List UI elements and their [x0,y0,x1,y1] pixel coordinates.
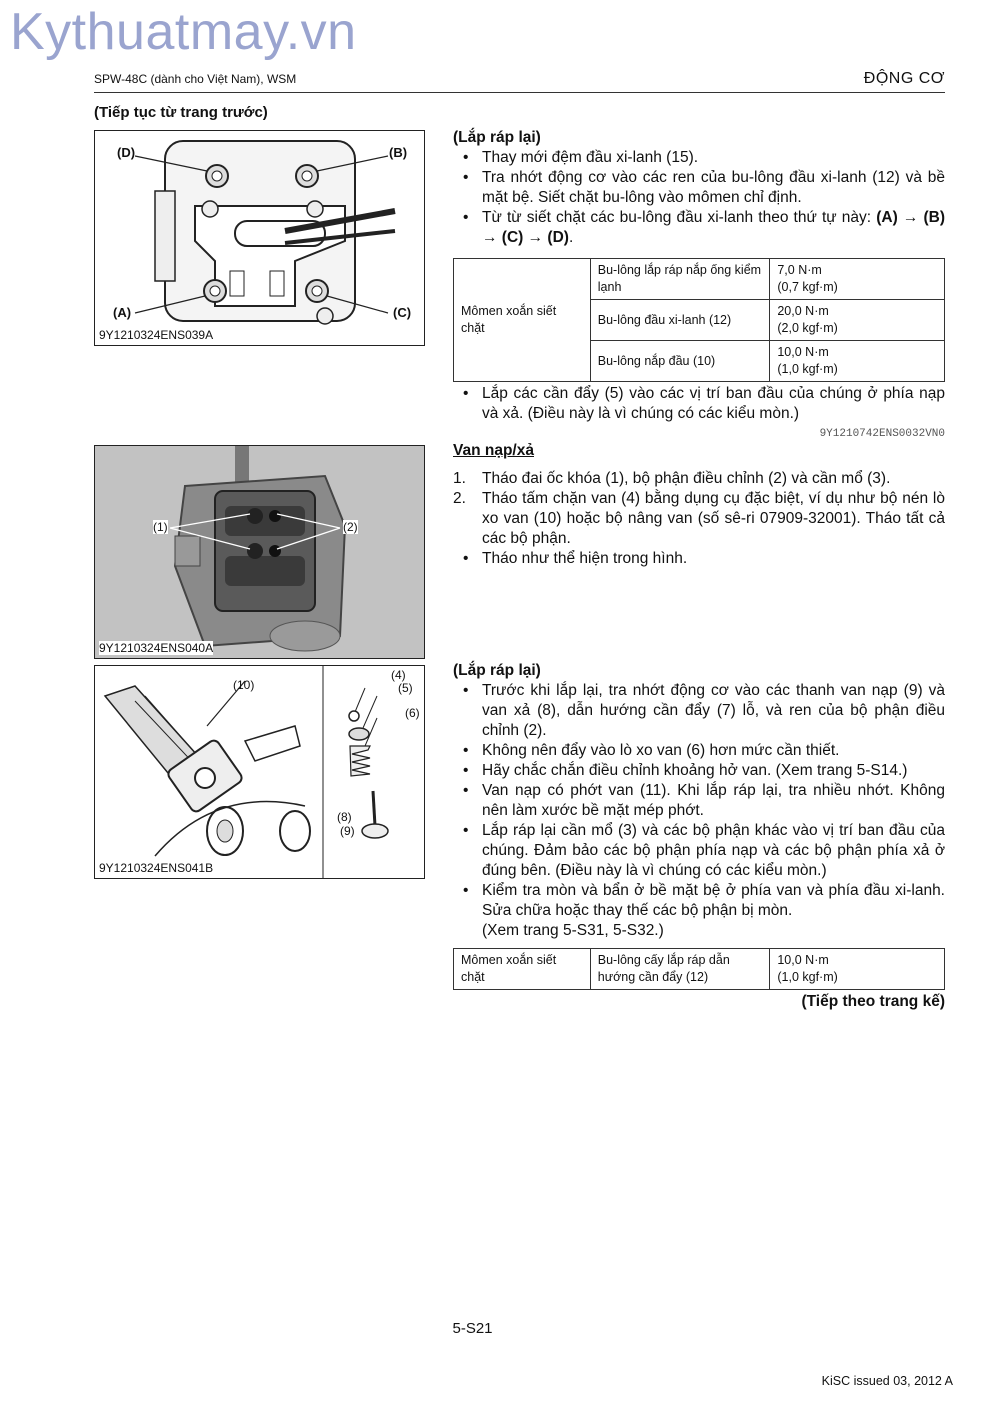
section1-bullet-list [453,148,945,248]
list-item: • Không nên đẩy vào lò xo van (6) hơn mức cần thiết. [453,741,945,761]
figure-cylinder-head-bolts [94,130,425,346]
list-item: • Lắp các cần đẩy (5) vào các vị trí ban đầu của chúng ở phía nạp và xả. (Điều này là vì chúng có các kiểu mòn.) [453,384,945,424]
torque-table-1 [453,258,945,382]
figure2-caption: 9Y1210324ENS040A [99,641,214,655]
see-pages-reference: (Xem trang 5-S31, 5-S32.) [482,922,664,939]
figure1-label-c: (C) [393,305,412,320]
figure-valve-parts [94,665,425,879]
list-item: • Hãy chắc chắn điều chỉnh khoảng hở van. (Xem trang 5-S14.) [453,761,945,781]
figure1-label-a: (A) [113,305,132,320]
figure2-label-2: (2) [343,520,358,534]
header-section-title: ĐỘNG CƠ [863,70,945,87]
torque-label: Mômen xoắn siết chặt [454,259,591,382]
cylinder-head-illustration [95,131,424,345]
section3-bullet-list [453,681,945,941]
valve-photo-illustration [95,446,424,658]
torque-value: 10,0 N·m (1,0 kgf·m) [770,949,945,990]
figure1-label-d: (D) [117,145,136,160]
list-item: • Kiểm tra mòn và bẩn ở bề mặt bệ ở phía van và phía đầu xi-lanh. Sửa chữa hoặc thay thế các bộ phận bị mòn. (Xem trang 5-S31, 5-S32.) [453,881,945,941]
section2-bullet-list [453,549,945,569]
section-intake-exhaust-valves [453,441,945,569]
header-manual-title: SPW-48C (dành cho Việt Nam), WSM [94,72,297,86]
torque-value: 20,0 N·m (2,0 kgf·m) [770,300,945,341]
figure3-label-4: (4) [391,668,406,682]
tightening-order-end: . [568,229,574,246]
list-item [453,208,945,248]
torque-label: Mômen xoắn siết chặt [454,949,591,990]
page-number: 5-S21 [452,1320,493,1337]
list-item: • Thay mới đệm đầu xi-lanh (15). [453,148,945,168]
torque-table-2 [453,948,945,990]
tightening-order-sequence: (A) → (B) → (C) → (D) [482,209,945,246]
list-item: 2. Tháo tấm chặn van (4) bằng dụng cụ đặc biệt, ví dụ như bộ nén lò xo van (10) hoặc bộ nâng van (số sê-ri 07909-32001). Tháo tất cả các bộ phận. [453,490,945,547]
list-item: 1. Tháo đai ốc khóa (1), bộ phận điều chỉnh (2) và cần mổ (3). [453,470,891,487]
torque-part: Bu-lông nắp đầu (10) [590,341,770,382]
torque-part: Bu-lông đầu xi-lanh (12) [590,300,770,341]
valve-parts-illustration [95,666,424,878]
list-item: • Trước khi lắp lại, tra nhớt động cơ vào các thanh van nạp (9) và van xả (8), dẫn hướng cần đẩy (7) lỗ, và ren của bộ phận điều chỉnh (2). [453,681,945,741]
torque-value: 7,0 N·m (0,7 kgf·m) [770,259,945,300]
issued-note: KiSC issued 03, 2012 A [821,1374,953,1388]
continued-next-page: (Tiếp theo trang kế) [801,993,945,1010]
section-reassembly-valves [453,661,945,1012]
continued-from-previous: (Tiếp tục từ trang trước) [94,104,268,121]
list-item: • Lắp ráp lại cần mổ (3) và các bộ phận khác vào vị trí ban đầu của chúng. Đảm bảo các bộ phận phía nạp và các bộ phận phía xả ở đúng bên. (Điều này là vì chúng có các kiểu mòn.) [453,821,945,881]
figure3-label-9: (9) [340,824,355,838]
section3-heading: (Lắp ráp lại) [453,662,541,679]
section2-heading: Van nạp/xả [453,442,534,459]
section1-after-list [453,384,945,424]
torque-part: Bu-lông lắp ráp nắp ống kiểm lạnh [590,259,770,300]
figure-valve-photo [94,445,425,659]
torque-value: 10,0 N·m (1,0 kgf·m) [770,341,945,382]
watermark: Kythuatmay.vn [10,3,357,61]
figure3-label-5: (5) [398,681,413,695]
figure1-label-b: (B) [389,145,408,160]
figure1-caption: 9Y1210324ENS039A [99,328,214,342]
figure3-caption: 9Y1210324ENS041B [99,861,214,875]
tightening-order-text: Từ từ siết chặt các bu-lông đầu xi-lanh theo thứ tự này: [482,209,877,226]
section-reassembly-head [453,128,945,444]
list-item: • Van nạp có phớt van (11). Khi lắp ráp lại, tra nhiều nhớt. Không nên làm xước bề mặt mép phớt. [453,781,945,821]
section2-steps [453,469,945,549]
document-code: 9Y1210742ENS0032VN0 [819,428,945,440]
figure3-label-10: (10) [233,678,255,692]
section1-heading: (Lắp ráp lại) [453,129,541,146]
torque-part: Bu-lông cấy lắp ráp dẫn hướng cần đẩy (12) [590,949,770,990]
figure3-label-6: (6) [405,706,420,720]
list-item: • Tháo như thể hiện trong hình. [453,549,945,569]
header-divider [94,92,945,93]
figure2-label-1: (1) [153,520,168,534]
list-item: • Tra nhớt động cơ vào các ren của bu-lông đầu xi-lanh (12) và bề mặt bệ. Siết chặt bu-lông vào mômen chỉ định. [453,168,945,208]
figure3-label-8: (8) [337,810,352,824]
